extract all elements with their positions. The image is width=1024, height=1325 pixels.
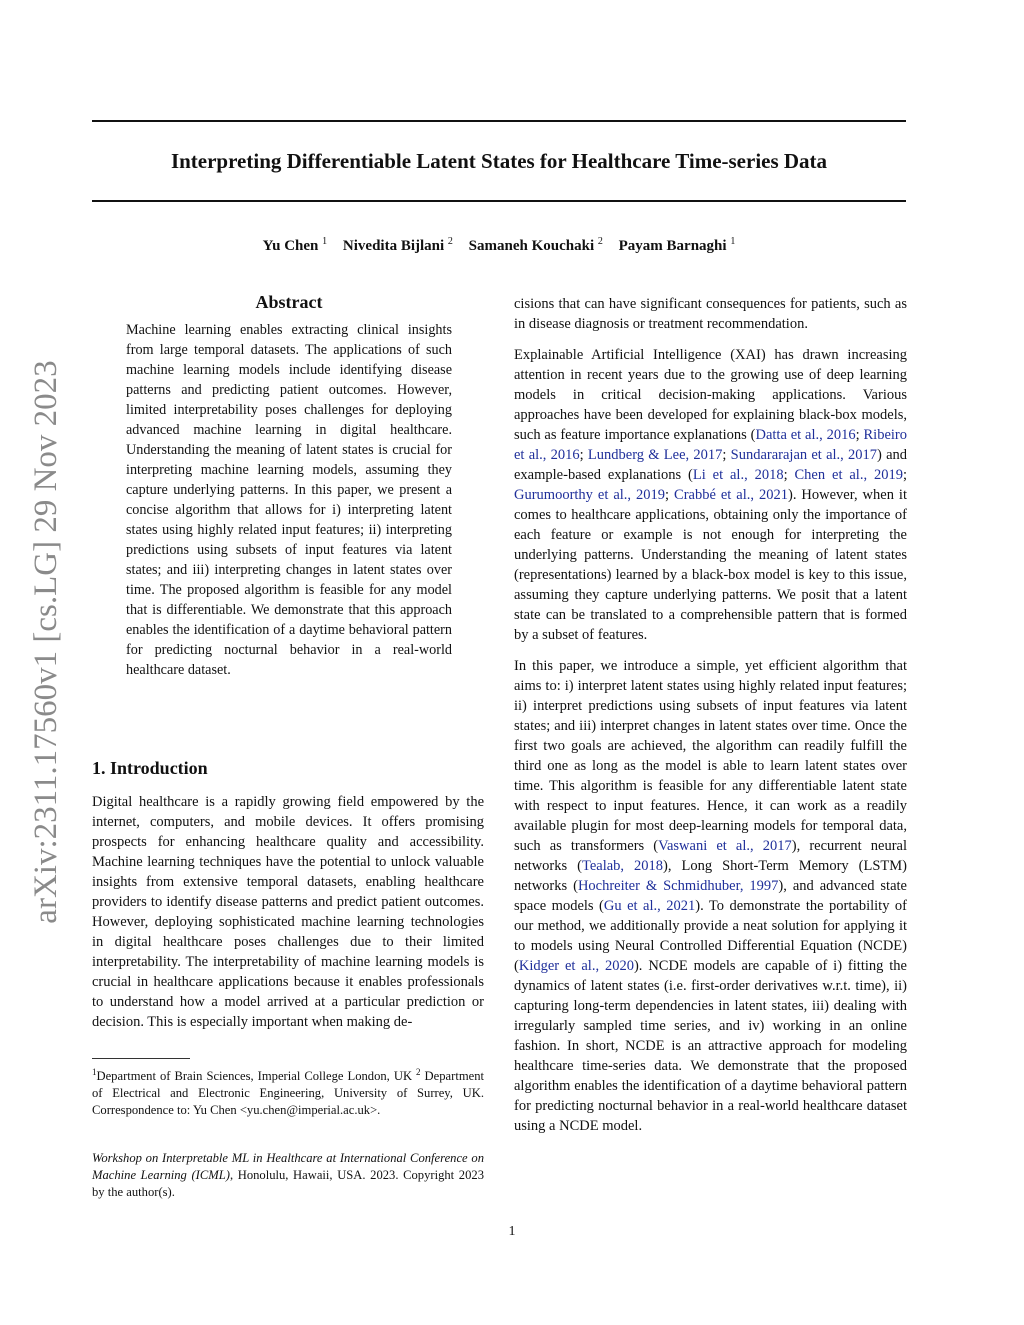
venue-note: Workshop on Interpretable ML in Healthcare at International Conference on Machine Learning (ICML), Honolulu, Hawaii, USA. 2023. Copyright 2023 by the author(s). <box>92 1151 484 1199</box>
page-number: 1 <box>508 1224 516 1239</box>
introduction-body <box>92 792 484 1043</box>
citation-link[interactable]: Chen et al., 2019 <box>794 467 903 483</box>
citation-link[interactable]: Kidger et al., 2020 <box>518 958 634 974</box>
citation-link[interactable]: Hochreiter & Schmidhuber, 1997 <box>577 878 779 894</box>
affiliation-footnote: $^1$Department of Brain Sciences, Imperial College London, UK $^2$ Department of Electrical and Electronic Engineering, University of Surrey, UK. Correspondence to: Yu Chen <yu.chen@imperial.ac.uk>. <box>92 1067 485 1118</box>
intro-paragraph: Digital healthcare is a rapidly growing field empowered by the internet, computers, and mobile devices. It offers promising prospects for enhancing healthcare quality and accessibility. Machine learning techniques have the potential to unlock valuable insights from extensive temporal datasets, enabling healthcare providers to identify disease patterns and predict patient outcomes. However, deploying sophisticated machine learning technologies in digital healthcare poses challenges due to their limited interpretability. The interpretability of machine learning models is crucial in healthcare applications because it enables professionals to understand how a model arrived at a particular prediction or decision. This is especially important when making de- <box>92 794 484 1030</box>
author-list <box>92 236 906 255</box>
citation-link[interactable]: Sundararajan et al., 2017 <box>730 447 878 463</box>
paper-title: Interpreting Differentiable Latent States for Healthcare Time-series Data <box>170 149 828 173</box>
abstract-heading: Abstract <box>255 292 323 312</box>
body-paragraph: In this paper, we introduce a simple, yet efficient algorithm that aims to: i) interpret latent states using highly related input features; ii) interpret predictions using subsets of input features via latent states; and iii) interpret changes in latent states over time. Once the first two goals are achieved, the algorithm can readily fulfill the third one as long as the model is able to learn latent states over time. This algorithm is feasible for any differentiable latent state with respect to input features. Hence, it can work as a readily available plugin for most deep-learning models for temporal data, such as transformers (Vaswani et al., 2017), recurrent neural networks (Tealab, 2018), Long Short-Term Memory (LSTM) networks (Hochreiter & Schmidhuber, 1997), and advanced state space models (Gu et al., 2021). To demonstrate the portability of our method, we additionally provide a neat solution for applying it to models using Neural Controlled Differential Equation (NCDE) (Kidger et al., 2020). NCDE models are capable of i) fitting the dynamics of latent states (i.e. first-order derivatives w.r.t. time), ii) capturing long-term dependencies in latent states, iii) dealing with irregularly sampled time series, and iv) working in an online fashion. In short, NCDE is an attractive approach for modeling healthcare time-series data. We demonstrate that the proposed algorithm enables the identification of a daytime behavioral pattern for predicting nocturnal behavior in a real-world healthcare dataset using a NCDE model. <box>514 658 908 1134</box>
author: Samaneh Kouchaki $^2$ <box>468 236 603 254</box>
citation-link[interactable]: Ribeiro et al., 2016 <box>514 427 907 463</box>
citation-link[interactable]: Vaswani et al., 2017 <box>658 838 792 854</box>
footnote-rule <box>92 1058 190 1059</box>
citation-link[interactable]: Li et al., 2018 <box>692 467 784 483</box>
right-column <box>514 294 907 1147</box>
author: Payam Barnaghi $^1$ <box>618 236 736 254</box>
abstract-text: Machine learning enables extracting clinical insights from large temporal datasets. The applications of such machine learning models include identifying disease patterns and predicting patient outcomes. However, limited interpretability poses challenges for deploying advanced machine learning in digital healthcare. Understanding the meaning of latent states is crucial for interpreting machine learning models, assuming they capture underlying patterns. In this paper, we present a concise algorithm that allows for i) interpreting latent states using highly related input features; ii) interpreting predictions using subsets of input features via latent states; and iii) interpreting changes in latent states over time. The proposed algorithm is feasible for any model that is differentiable. We demonstrate that this approach enables the identification of a daytime behavioral pattern for predicting nocturnal behavior in a real-world healthcare dataset. <box>126 322 452 678</box>
author: Nivedita Bijlani $^2$ <box>342 236 453 254</box>
citation-link[interactable]: Datta et al., 2016 <box>755 427 856 443</box>
citation-link[interactable]: Crabbé et al., 2021 <box>674 487 788 503</box>
introduction-heading: 1. Introduction <box>92 758 208 778</box>
author: Yu Chen $^1$ <box>262 236 328 254</box>
body-paragraph: cisions that can have significant consequences for patients, such as in disease diagnosis or treatment recommendation. <box>514 296 907 332</box>
top-rule <box>92 120 906 122</box>
citation-link[interactable]: Gu et al., 2021 <box>603 898 696 914</box>
arxiv-identifier: arXiv:2311.17560v1 [cs.LG] 29 Nov 2023 <box>28 360 64 924</box>
citation-link[interactable]: Lundberg & Lee, 2017 <box>587 447 723 463</box>
body-paragraph: Explainable Artificial Intelligence (XAI) has drawn increasing attention in recent years due to the growing use of deep learning models in critical decision-making applications. Various approaches have been developed for explaining black-box models, such as feature importance explanations (Datta et al., 2016; Ribeiro et al., 2016; Lundberg & Lee, 2017; Sundararajan et al., 2017) and example-based explanations (Li et al., 2018; Chen et al., 2019; Gurumoorthy et al., 2019; Crabbé et al., 2021). However, when it comes to healthcare applications, obtaining only the importance of each feature or example is not enough for interpreting the underlying patterns. Understanding the meaning of latent states (representations) learned by a black-box model is key to this issue, assuming they capture underlying patterns. We posit that a latent state can be translated to a comprehensible pattern that is formed by a subset of features. <box>514 347 908 643</box>
citation-link[interactable]: Tealab, 2018 <box>581 858 664 874</box>
citation-link[interactable]: Gurumoorthy et al., 2019 <box>514 487 666 503</box>
abstract-body <box>126 320 452 691</box>
title-bottom-rule <box>92 200 906 202</box>
